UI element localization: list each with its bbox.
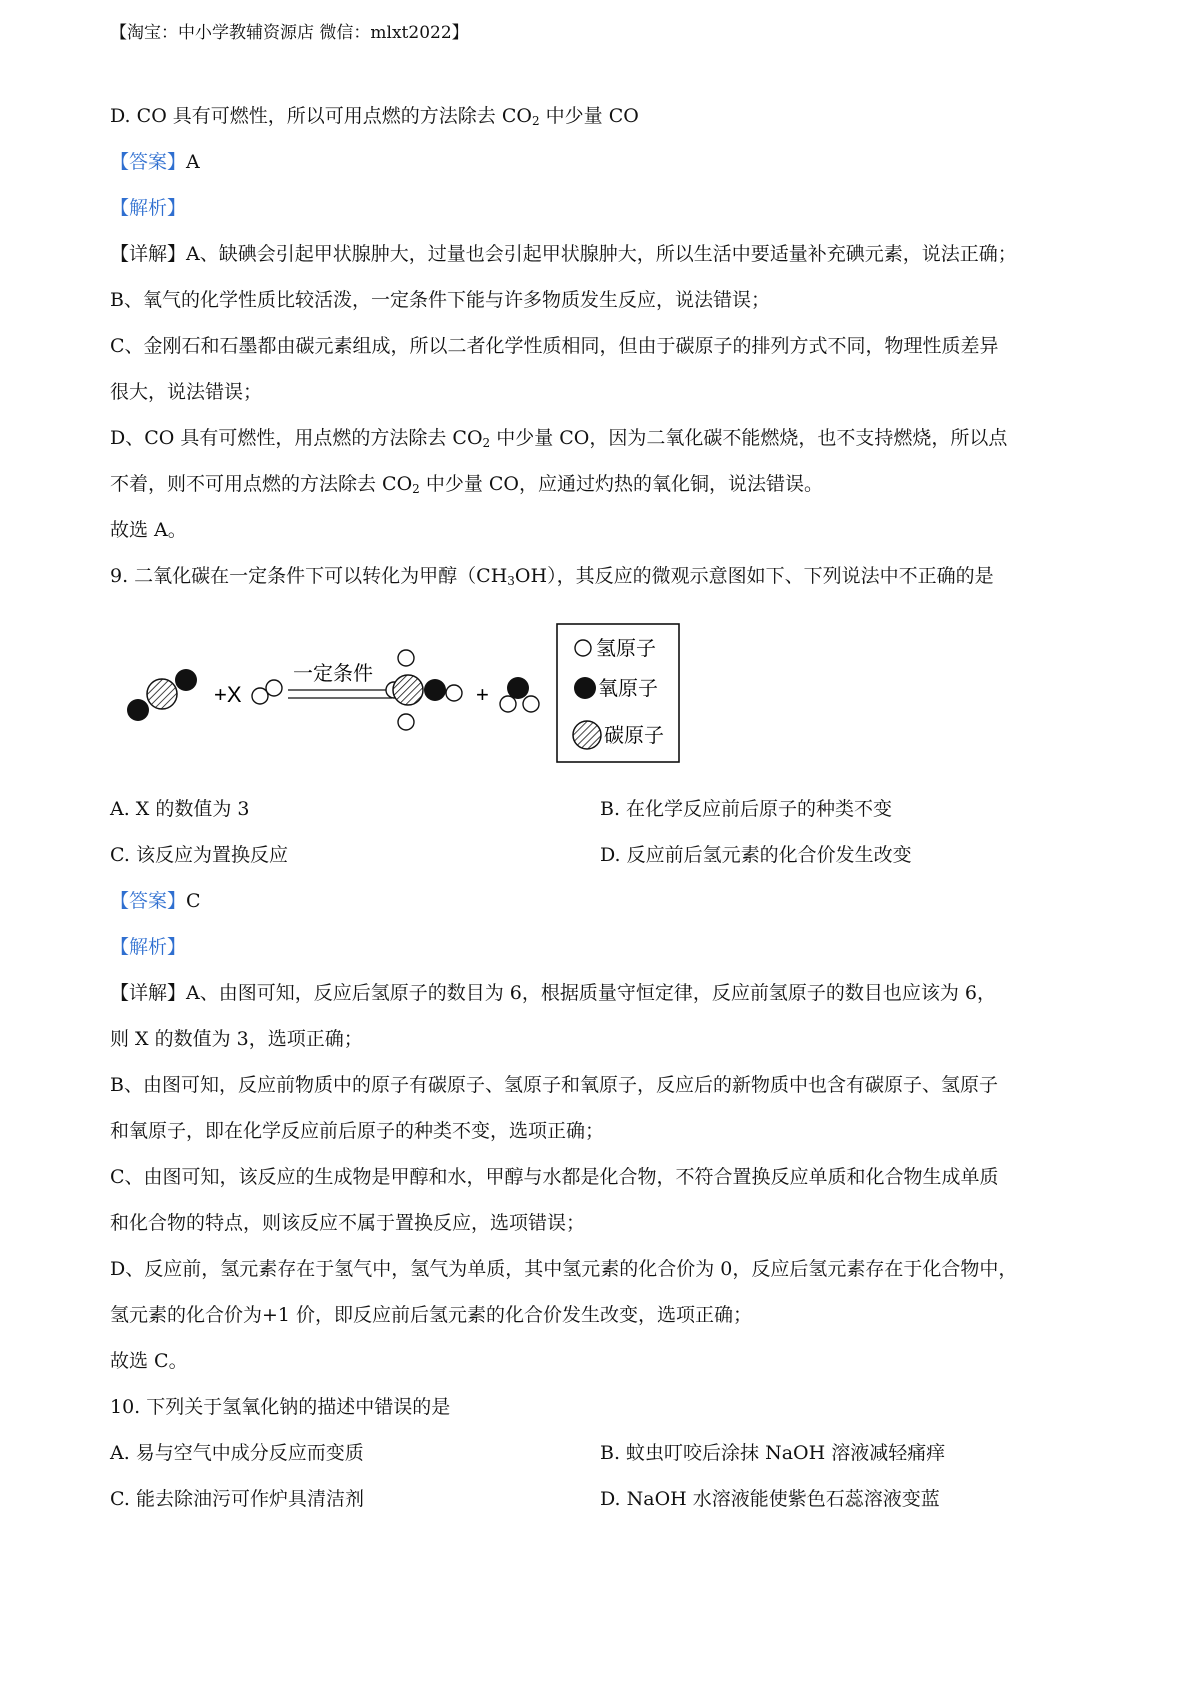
q8-detail-d2: [110, 472, 823, 496]
legend-hydrogen: 氢原子: [596, 636, 656, 660]
carbon-legend-icon: [573, 721, 601, 749]
q10-stem: 10. 下列关于氢氧化钠的描述中错误的是: [110, 1396, 451, 1418]
q9-answer: [110, 889, 201, 913]
answer-tag: 【答案】: [110, 890, 187, 912]
option-label: D.: [110, 105, 131, 127]
q10-option-c: C. 能去除油污可作炉具清洁剂: [110, 1488, 364, 1510]
subscript: 3: [507, 574, 515, 588]
q9-option-a: A. X 的数值为 3: [110, 798, 250, 820]
q9-detail-line: 和氧原子，即在化学反应前后原子的种类不变，选项正确；: [110, 1120, 605, 1142]
q8-detail-d1: [110, 426, 1007, 450]
subscript: 2: [482, 436, 491, 450]
q9-stem: [110, 564, 994, 588]
q8-option-d: [110, 104, 639, 128]
answer-tag: 【答案】: [110, 151, 187, 173]
q10-option-b: B. 蚊虫叮咬后涂抹 NaOH 溶液减轻痛痒: [600, 1442, 946, 1464]
subscript: 2: [412, 482, 420, 496]
q9-detail-line: 和化合物的特点，则该反应不属于置换反应，选项错误；: [110, 1212, 586, 1234]
q9-option-d: D. 反应前后氢元素的化合价发生改变: [600, 844, 912, 866]
q9-option-b: B. 在化学反应前后原子的种类不变: [600, 798, 893, 820]
legend-oxygen: 氧原子: [598, 676, 658, 700]
q8-detail-a: 【详解】A、缺碘会引起甲状腺肿大，过量也会引起甲状腺肿大，所以生活中要适量补充碘元素，说法正确；: [110, 243, 1017, 265]
text-part: OH），其反应的微观示意图如下、下列说法中不正确的是: [514, 565, 994, 587]
q9-detail-line: C、由图可知，该反应的生成物是甲醇和水，甲醇与水都是化合物，不符合置换反应单质和化合物生成单质: [110, 1166, 999, 1188]
option-text: CO 具有可燃性，所以可用点燃的方法除去 CO: [136, 105, 532, 127]
h2-molecule: [252, 680, 282, 704]
answer-value: C: [186, 890, 201, 912]
q8-answer: [110, 150, 200, 174]
text-part: D、CO 具有可燃性，用点燃的方法除去 CO: [110, 427, 483, 449]
text-part: 中少量 CO，因为二氧化碳不能燃烧，也不支持燃烧，所以点: [490, 427, 1008, 449]
text-part: 9. 二氧化碳在一定条件下可以转化为甲醇（CH: [110, 565, 508, 587]
q10-option-d: D. NaOH 水溶液能使紫色石蕊溶液变蓝: [600, 1488, 940, 1510]
q9-conclusion: 故选 C。: [110, 1350, 188, 1372]
page-header: 【淘宝：中小学教辅资源店 微信：mlxt2022】: [110, 23, 469, 43]
reaction-diagram: [110, 618, 750, 768]
hydrogen-legend-icon: [575, 640, 591, 656]
legend-carbon: 碳原子: [604, 723, 664, 747]
q10-option-a: A. 易与空气中成分反应而变质: [110, 1442, 364, 1464]
text-part: 中少量 CO，应通过灼热的氧化铜，说法错误。: [419, 473, 823, 495]
q9-detail-line: B、由图可知，反应前物质中的原子有碳原子、氢原子和氧原子，反应后的新物质中也含有碳原子、氢原子: [110, 1074, 998, 1096]
q8-detail-b: B、氧气的化学性质比较活泼，一定条件下能与许多物质发生反应，说法错误；: [110, 289, 770, 311]
subscript: 2: [531, 114, 540, 128]
oxygen-legend-icon: [574, 677, 596, 699]
methanol-molecule: [386, 650, 462, 730]
q9-detail-line: D、反应前，氢元素存在于氢气中，氢气为单质，其中氢元素的化合价为 0，反应后氢元素存在于化合物中，: [110, 1258, 1018, 1280]
condition-label: 一定条件: [293, 661, 373, 685]
q9-detail-line: 则 X 的数值为 3，选项正确；: [110, 1028, 363, 1050]
plus-x-label: +X: [214, 682, 242, 707]
q8-detail-c1: C、金刚石和石墨都由碳元素组成，所以二者化学性质相同，但由于碳原子的排列方式不同，物理性质差异: [110, 335, 999, 357]
co2-molecule: [127, 669, 197, 721]
q8-analysis-tag: 【解析】: [110, 197, 187, 219]
q8-conclusion: 故选 A。: [110, 519, 187, 541]
q9-detail-line: 【详解】A、由图可知，反应后氢原子的数目为 6，根据质量守恒定律，反应前氢原子的数目也应该为 6，: [110, 982, 996, 1004]
text-part: 不着，则不可用点燃的方法除去 CO: [110, 473, 413, 495]
answer-value: A: [186, 151, 200, 173]
option-text-tail: 中少量 CO: [539, 105, 639, 127]
legend-box: [557, 624, 679, 762]
q9-analysis-tag: 【解析】: [110, 936, 187, 958]
water-molecule: [500, 677, 539, 712]
q9-detail-line: 氢元素的化合价为+1 价，即反应前后氢元素的化合价发生改变，选项正确；: [110, 1304, 753, 1326]
plus-sign: +: [476, 682, 489, 707]
q8-detail-c2: 很大，说法错误；: [110, 381, 263, 403]
q9-option-c: C. 该反应为置换反应: [110, 844, 288, 866]
